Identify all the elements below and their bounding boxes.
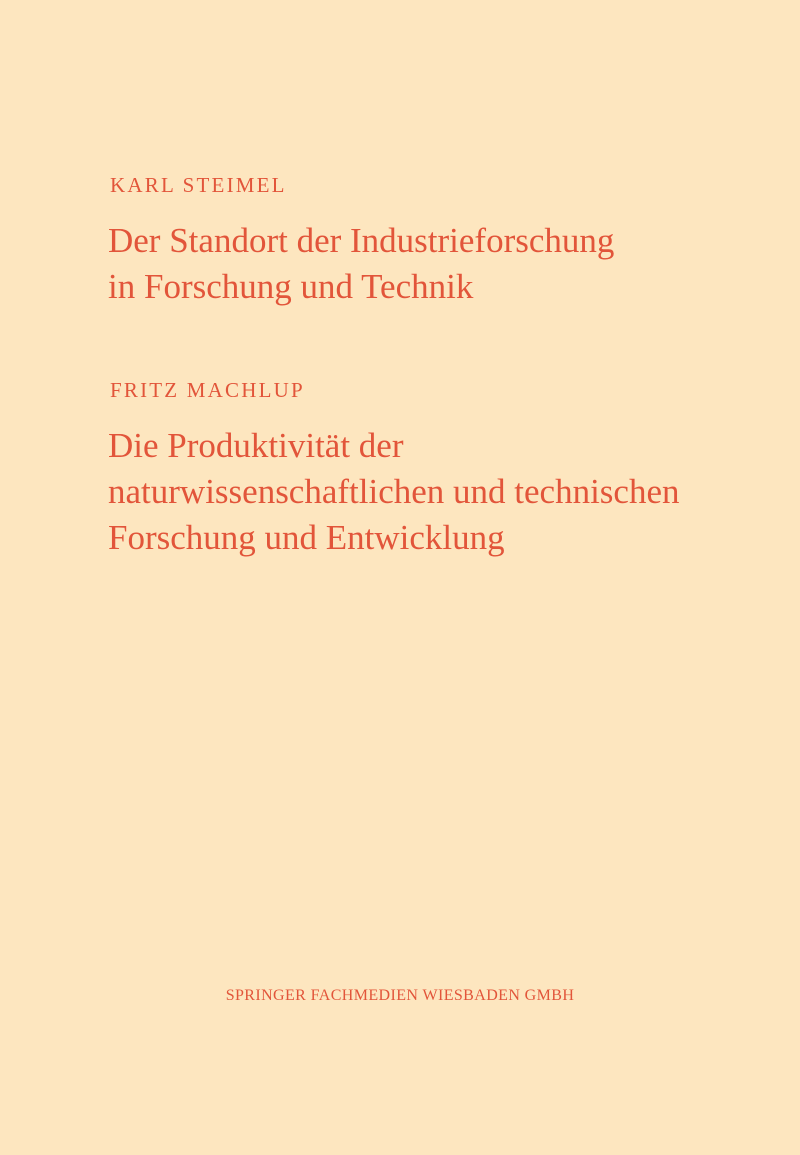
author-fritz-machlup: FRITZ MACHLUP bbox=[110, 378, 305, 402]
title-line: Forschung und Entwicklung bbox=[108, 518, 505, 557]
title-line: naturwissenschaftlichen und technischen bbox=[108, 472, 680, 511]
title-line: Die Produktivität der bbox=[108, 426, 404, 465]
title-line: Der Standort der Industrieforschung bbox=[108, 221, 615, 260]
title-produktivitaet-forschung bbox=[108, 423, 679, 561]
title-standort-industrieforschung bbox=[108, 218, 614, 310]
title-line: in Forschung und Technik bbox=[108, 267, 474, 306]
publisher-name: SPRINGER FACHMEDIEN WIESBADEN GMBH bbox=[225, 987, 575, 1004]
author-karl-steimel: KARL STEIMEL bbox=[110, 173, 287, 197]
